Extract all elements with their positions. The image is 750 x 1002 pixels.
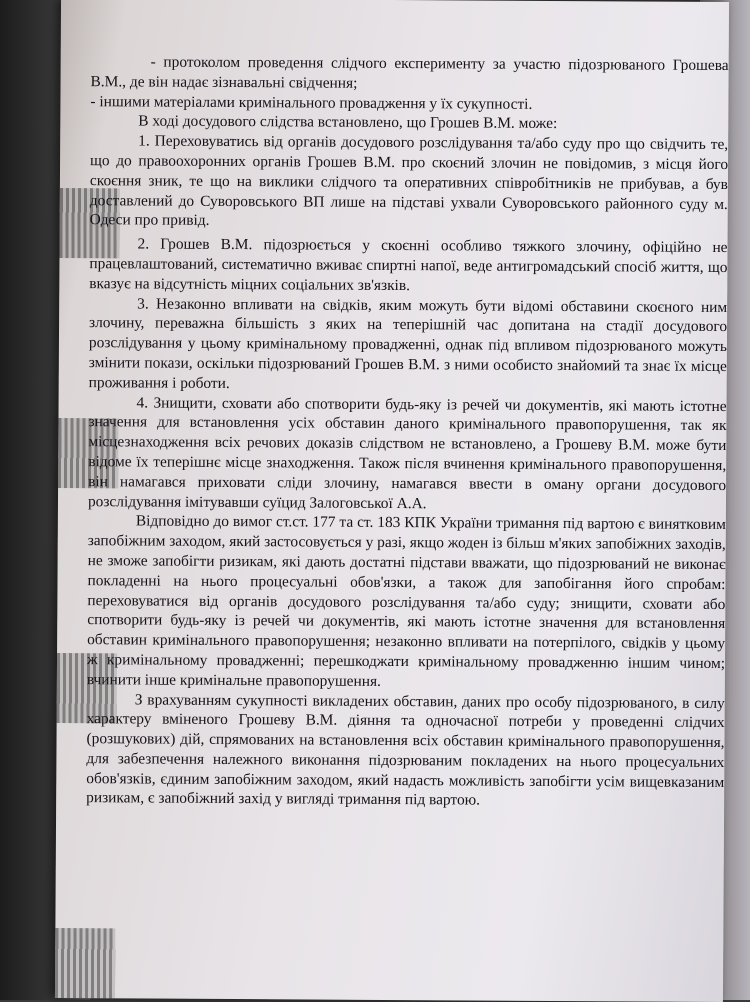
paragraph: - іншими матеріалами кримінального провадження у їх сукупності. xyxy=(90,92,533,113)
paragraph: 2. Грошев В.М. підозрюється у скоєнні особливо тяжкого злочину, офіційно не працевлаштований, систематично вживає спиртні напої, веде антигромадський спосіб життя, що вказує на відсутність міцних соціальних зв'язків. xyxy=(89,235,728,294)
paragraph: З врахуванням сукупності викладених обставин, даних про особу підозрюваного, в силу характеру вміненого Грошеву В.М. діяння та одночасної потреби у проведенні слідчих (розшукових) дій, спрямованих на встановлення всіх обставин кримінального правопорушення, для забезпечення належного виконання підозрюваним покладених на нього процесуальних обов'язків, єдиним запобіжним заходом, який надасть можливість запобігти усім вищевказаним ризикам, є запобіжний захід у вигляді тримання під вартою. xyxy=(86,690,725,810)
paragraph: - протоколом проведення слідчого експерименту за участю підозрюваного Грошева В.М., де він надає зізнавальні свідчення; xyxy=(90,53,729,92)
document-page xyxy=(55,0,729,1002)
document-body xyxy=(85,52,729,1001)
paragraph: 3. Незаконно впливати на свідків, яким можуть бути відомі обставини скоєного ним злочину, переважна більшість з яких на теперішній час допитана на стадії досудового розслідування у цьому кримінальному провадженні, однак під впливом підозрюваного можуть змінити покази, оскільки підозрюваний Грошев В.М. з ними особисто знайомий та знає їх місце проживання і роботи. xyxy=(88,295,728,392)
paragraph: В ході досудового слідства встановлено, що Грошев В.М. може: xyxy=(138,112,558,133)
paragraph: Відповідно до вимог ст.ст. 177 та ст. 183 КПК України тримання під вартою є винятковим запобіжним заходом, який застосовується у разі, якщо жоден із більш м'яких запобіжних заходів, не зможе запобігти ризикам, які дають достатні підстави вважати, що підозрюваний не виконає покладенні на нього процесуальні обов'язки, а також для запобігання його спробам: переховуватися від органів досудового розслідування та/або суду; знищити, сховати або спотворити будь-яку із речей чи документів, які мають істотне значення для встановлення обставин кримінального правопорушення; незаконно впливати на потерпілого, свідків у цьому ж кримінальному провадженні; перешкоджати кримінальному провадженню іншим чином; вчинити інше кримінальне правопорушення. xyxy=(86,512,726,690)
paragraph: 4. Знищити, сховати або спотворити будь-яку із речей чи документів, які мають істотне значення для встановлення усіх обставин даного кримінального правопорушення, так як місцезнаходження всіх речових доказів слідством не встановлено, а Грошеву В.М. може бути відоме їх теперішнє місце знаходження. Також після вчинення кримінального правопорушення, він намагався приховати сліди злочину, намагався ввести в оману органи досудового розслідування імітувавши суїцид Залоговської А.А. xyxy=(87,393,727,512)
paragraph: 1. Переховуватись від органів досудового розслідування та/або суду про що свідчить те, що до правоохоронних органів Грошев В.М. про скоєний злочин не повідомив, з місця його скоєння зник, те що на виклики слідчого та оперативних співробітників не прибував, а був доставлений до Суворовського ВП лише на підставі ухвали Суворовського районного суду м. Одеси про привід. xyxy=(89,132,729,230)
